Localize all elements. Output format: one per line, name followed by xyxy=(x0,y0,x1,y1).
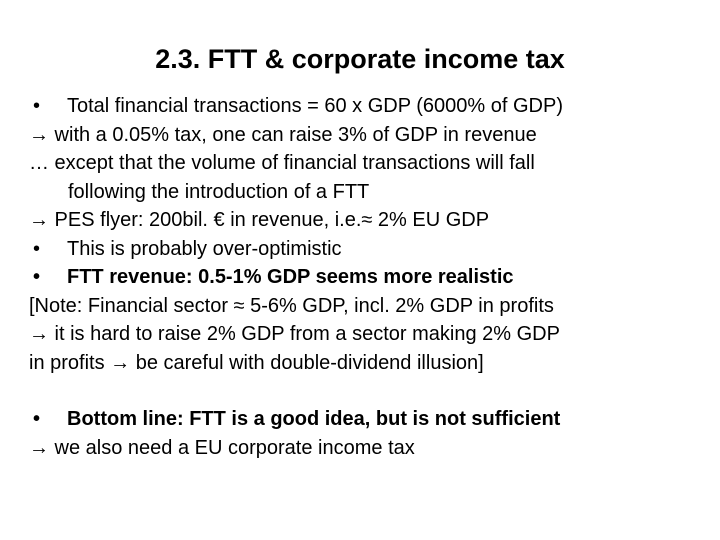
text-line: → with a 0.05% tax, one can raise 3% of GDP in revenue xyxy=(29,123,537,146)
text-line: → it is hard to raise 2% GDP from a sector making 2% GDP xyxy=(29,323,560,345)
bullet-line xyxy=(29,92,709,121)
text-line: … except that the volume of financial transactions will fall xyxy=(29,152,535,174)
paragraph-spacer xyxy=(29,377,709,405)
slide-title: 2.3. FTT & corporate income tax xyxy=(155,44,565,74)
bullet-marker: • xyxy=(33,95,41,117)
line-text: FTT revenue: 0.5-1% GDP seems more realistic xyxy=(67,266,514,288)
text-line: in profits → be careful with double-dividend illusion] xyxy=(29,351,484,374)
slide-body xyxy=(29,92,709,462)
text-line: → PES flyer: 200bil. € in revenue, i.e.≈ 2% EU GDP xyxy=(29,209,490,231)
line-text: This is probably over-optimistic xyxy=(67,237,342,260)
text-line: [Note: Financial sector ≈ 5-6% GDP, incl. 2% GDP in profits xyxy=(29,294,554,317)
bullet-line-bold xyxy=(29,405,709,434)
bullet-marker: • xyxy=(33,237,41,260)
line-text: Total financial transactions = 60 x GDP (6000% of GDP) xyxy=(67,95,563,117)
bullet-marker: • xyxy=(33,408,41,430)
bullet-line xyxy=(29,235,709,264)
text-line: → we also need a EU corporate income tax xyxy=(29,436,415,459)
bullet-line-bold xyxy=(29,263,709,292)
text-line-continued: following the introduction of a FTT xyxy=(68,180,370,203)
line-text: Bottom line: FTT is a good idea, but is not sufficient xyxy=(67,408,561,430)
bullet-marker: • xyxy=(33,266,41,288)
